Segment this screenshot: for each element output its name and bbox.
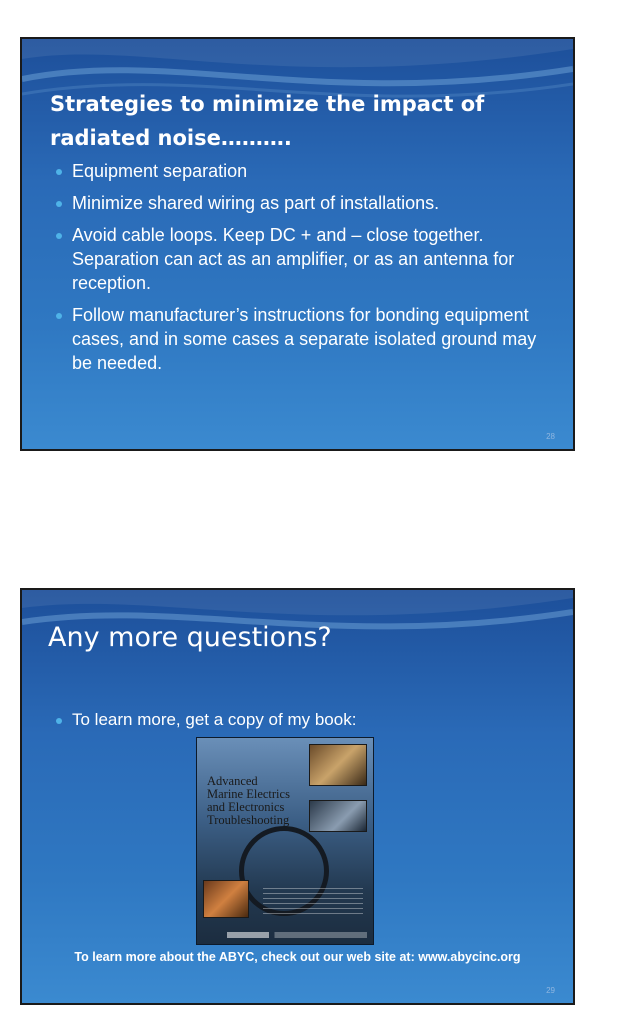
book-title — [207, 775, 317, 827]
slide-title — [50, 87, 550, 155]
slide-28 — [20, 37, 575, 451]
slide-number: 29 — [546, 986, 555, 995]
book-title-line: Troubleshooting — [207, 813, 290, 827]
book-photo-cabin — [309, 744, 367, 786]
book-photo-engine — [203, 880, 249, 918]
slide-title: Any more questions? — [48, 622, 332, 653]
abyc-footer-note: To learn more about the ABYC, check out our web site at: www.abycinc.org — [74, 950, 521, 964]
bullet-item — [54, 708, 554, 732]
slide-29 — [20, 588, 575, 1005]
book-cover-image — [196, 737, 374, 945]
bullet-dot-icon — [56, 718, 62, 724]
bullet-dot-icon — [56, 201, 62, 207]
book-title-line: Advanced — [207, 774, 258, 788]
slide-title-line-2: radiated noise………. — [50, 126, 292, 150]
bullet-item — [54, 223, 554, 295]
bullet-item — [54, 191, 554, 215]
book-title-line: and Electronics — [207, 800, 285, 814]
bullet-list — [54, 708, 554, 740]
bullet-dot-icon — [56, 233, 62, 239]
book-title-line: Marine Electrics — [207, 787, 290, 801]
bullet-item — [54, 303, 554, 375]
slide-number: 28 — [546, 432, 555, 441]
bullet-text: Avoid cable loops. Keep DC + and – close together. Separation can act as an amplifier, or as an antenna for reception. — [72, 225, 515, 293]
book-photo-panel — [309, 800, 367, 832]
bullet-item — [54, 159, 554, 183]
bullet-text: To learn more, get a copy of my book: — [72, 710, 357, 729]
book-blurb-lines — [263, 888, 363, 916]
bullet-text: Minimize shared wiring as part of installations. — [72, 193, 440, 213]
bullet-dot-icon — [56, 169, 62, 175]
bullet-list — [54, 159, 554, 383]
bullet-text: Equipment separation — [72, 161, 248, 181]
bullet-text: Follow manufacturer’s instructions for bonding equipment cases, and in some cases a separate isolated ground may be needed. — [72, 305, 537, 373]
slide-title-line-1: Strategies to minimize the impact of — [50, 92, 485, 116]
book-author-line — [227, 932, 367, 938]
bullet-dot-icon — [56, 313, 62, 319]
